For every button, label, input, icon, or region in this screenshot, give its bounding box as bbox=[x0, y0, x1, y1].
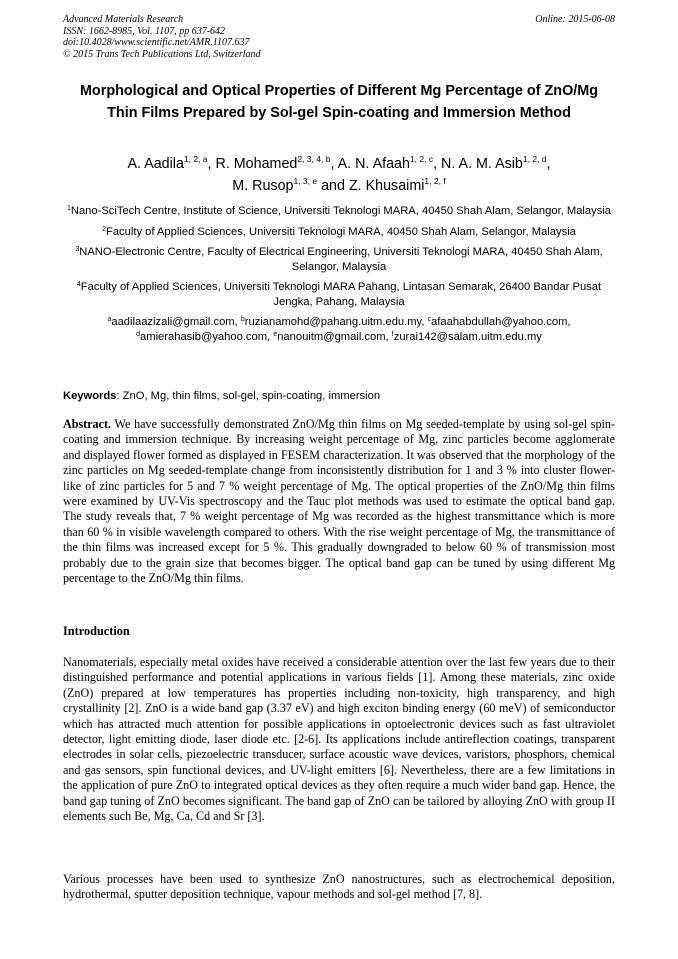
affiliation: $^4$Faculty of Applied Sciences, Universiti Teknologi MARA Pahang, Lintasan Semarak, 26400 Bandar Pusat Jengka, Pahang, Malaysia bbox=[76, 281, 602, 308]
affiliations bbox=[63, 204, 615, 350]
author: A. N. Afaah$^{1, 2, c}$, bbox=[337, 154, 442, 172]
paragraph: Nanomaterials, especially metal oxides have received a considerable attention over the last few years due to their distinguished performance and potential applications in various fields [1]. Among these materials, zinc oxide (ZnO) prepared at low temperatures has properties including non-toxicity, high transparency, and high crystallinity [2]. ZnO is a wide band gap (3.37 eV) and high exciton binding energy (60 meV) of semiconductor which has attracted much attention for possible applications in optoelectronic devices such as fast ultraviolet detector, light emitting diode, laser diode etc. [2-6]. Its applications include antireflection coatings, transparent electrodes in solar cells, piezoelectric transducer, surface acoustic wave devices, varistors, phosphors, chemical and gas sensors, spin functional devices, and UV-light emitters [6]. Nevertheless, there are a few limitations in the application of pure ZnO to integrated optical devices as they often require a much wider band gap. Hence, the band gap tuning of ZnO becomes significant. The band gap of ZnO can be tailored by alloying ZnO with group II elements such Be, Mg, Ca, Cd and Sr [3]. bbox=[63, 655, 615, 824]
journal-header bbox=[63, 14, 615, 60]
affiliation: $^2$Faculty of Applied Sciences, Universiti Teknologi MARA, 40450 Shah Alam, Selangor, Malaysia bbox=[102, 225, 576, 238]
affiliation: $^3$NANO-Electronic Centre, Faculty of Electrical Engineering, Universiti Teknologi MARA, 40450 Shah Alam, Selangor, Malaysia bbox=[75, 246, 603, 273]
email-address[interactable]: $^a$aadilaazizali@gmail.com, bbox=[107, 316, 241, 328]
doi-line: doi:10.4028/www.scientific.net/AMR.1107.637 bbox=[63, 37, 250, 48]
issn-line: ISSN: 1662-8985, Vol. 1107, pp 637-642 bbox=[63, 25, 226, 37]
email-address[interactable]: $^b$ruzianamohd@pahang.uitm.edu.my, bbox=[240, 316, 428, 328]
journal-name: Advanced Materials Research bbox=[63, 14, 184, 25]
affiliation: $^1$Nano-SciTech Centre, Institute of Science, Universiti Teknologi MARA, 40450 Shah Alam, Selangor, Malaysia bbox=[66, 205, 612, 217]
email-address[interactable]: $^d$amierahasib@yahoo.com, bbox=[136, 330, 274, 343]
keywords bbox=[63, 389, 615, 403]
copyright-line: © 2015 Trans Tech Publications Ltd, Switzerland bbox=[63, 48, 261, 60]
abstract bbox=[63, 417, 615, 586]
abstract-label: Abstract. bbox=[63, 417, 112, 431]
author: M. Rusop$^{1, 3, e}$ and bbox=[232, 176, 349, 194]
email-address[interactable]: $^e$nanouitm@gmail.com, bbox=[273, 330, 392, 343]
author: R. Mohamed$^{2, 3, 4, b}$, bbox=[215, 154, 338, 172]
keywords-label: Keywords bbox=[63, 390, 117, 402]
section-heading: Introduction bbox=[63, 624, 130, 638]
keywords-text: : ZnO, Mg, thin films, sol-gel, spin-coating, immersion bbox=[116, 390, 381, 402]
online-date: Online: 2015-06-08 bbox=[535, 14, 615, 25]
author: A. Aadila$^{1, 2, a}$, bbox=[127, 154, 216, 172]
email-address[interactable]: $^f$zurai142@salam.uitm.edu.my bbox=[391, 330, 542, 343]
email-list bbox=[63, 315, 615, 344]
author: N. A. M. Asib$^{1, 2, d}$, bbox=[441, 154, 551, 172]
email-address[interactable]: $^c$afaahabdullah@yahoo.com, bbox=[427, 316, 571, 328]
abstract-text: We have successfully demonstrated ZnO/Mg thin films on Mg seeded-template by using sol-gel spin-coating and immersion technique. By increasing weight percentage of Mg, zinc particles become agglomerate and displayed flower formed as displayed in FESEM characterization. It was observed that the morphology of the zinc particles on Mg seeded-template change from inconsistently distribution for 1 and 3 % into cluster flower-like of zinc particles for 5 and 7 % weight percentage of Mg. The optical properties of the ZnO/Mg thin films were examined by UV-Vis spectroscopy and the Tauc plot methods was used to estimate the optical band gap. The study reveals that, 7 % weight percentage of Mg was recorded as the highest transmittance which is more than 60 % in visible wavelength compared to others. With the rise weight percentage of Mg, the transmittance of the thin films was increased except for 5 %. This gradually downgraded to below 60 % of transmission most probably due to the grain size that becomes bigger. The optical band gap can be tuned by using different Mg percentage to the ZnO/Mg thin films. bbox=[63, 417, 615, 586]
paper-title: Morphological and Optical Properties of Different Mg Percentage of ZnO/Mg Thin Films Prepared by Sol-gel Spin-coating and Immersion Method bbox=[79, 83, 599, 121]
author: Z. Khusaimi$^{1, 2, f}$ bbox=[348, 176, 446, 194]
paragraph: Various processes have been used to synthesize ZnO nanostructures, such as electrochemical deposition, hydrothermal, sputter deposition technique, vapour methods and sol-gel method [7, 8]. bbox=[63, 872, 615, 902]
author-list bbox=[63, 153, 615, 197]
